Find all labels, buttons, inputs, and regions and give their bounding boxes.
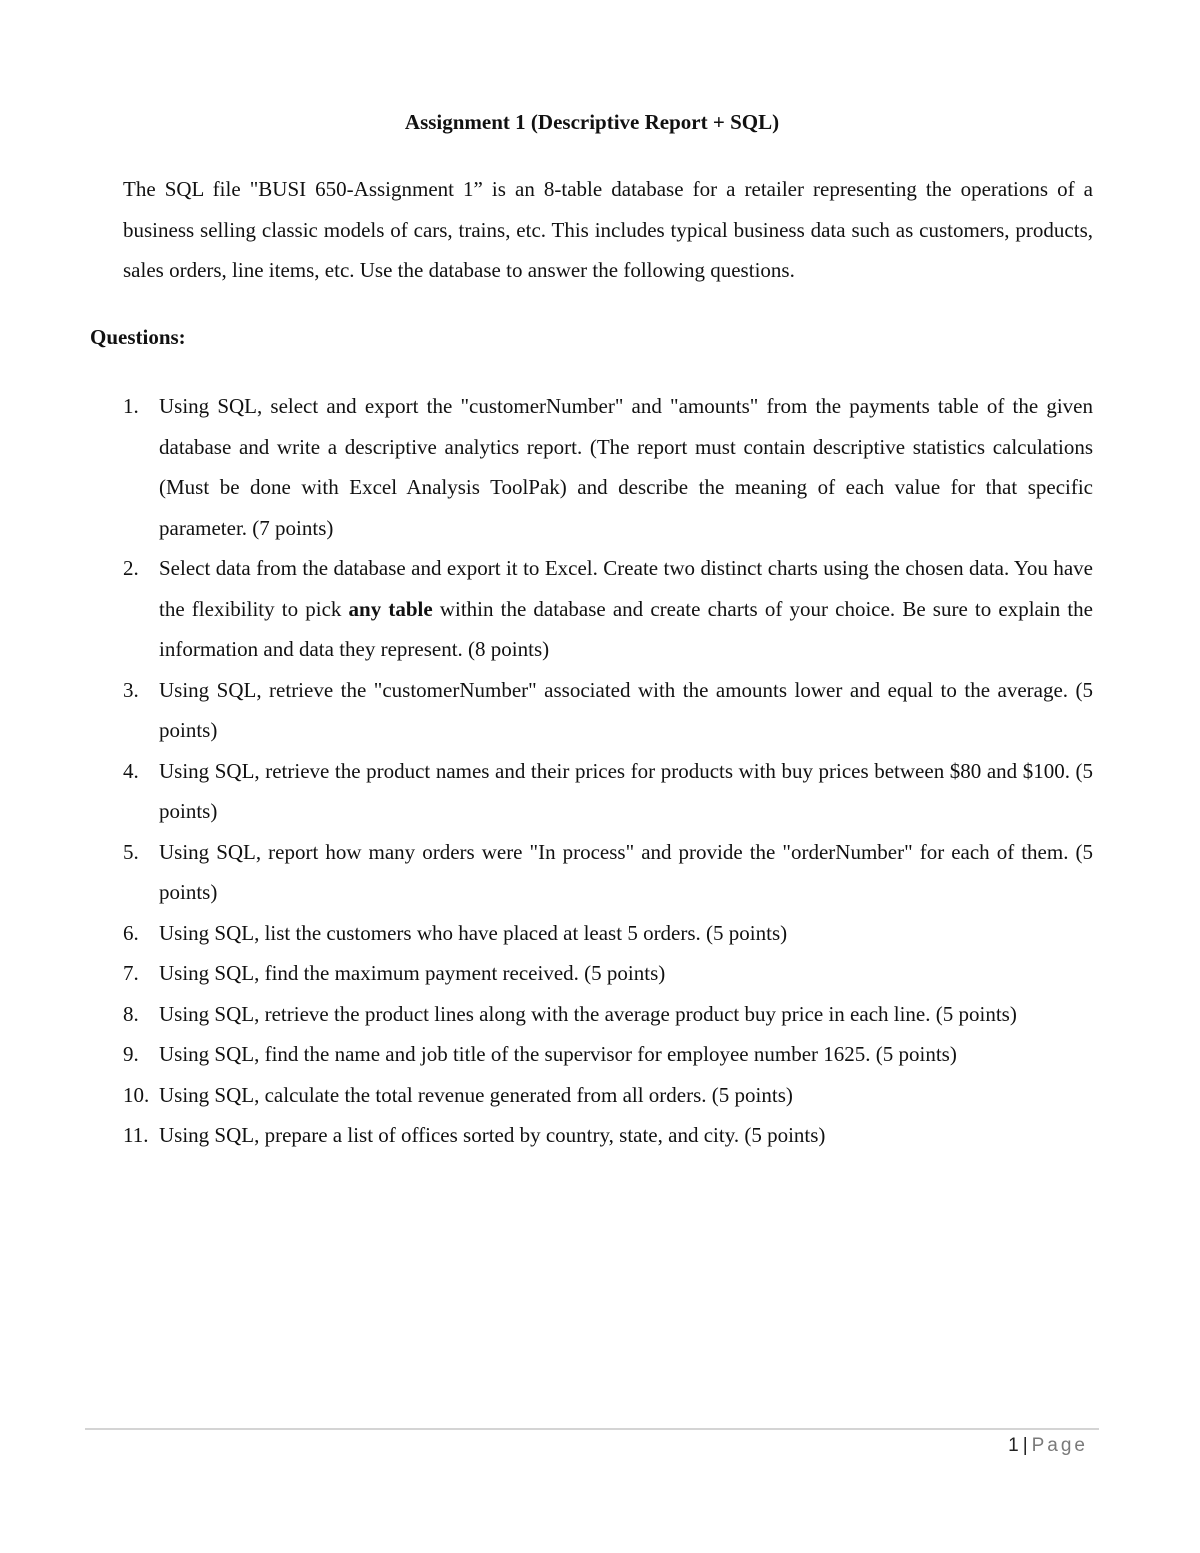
- question-text-part: Select data from the database and export it to Excel. Create two distinct charts using the chosen data. You have the flexibility to pick: [159, 556, 1093, 621]
- question-number: 9.: [123, 1042, 139, 1066]
- questions-heading: Questions:: [90, 325, 186, 349]
- page-footer: [1008, 1432, 1088, 1460]
- questions-list: [123, 386, 1093, 1156]
- question-number: 2.: [123, 556, 139, 580]
- footer-separator: |: [1022, 1435, 1028, 1456]
- question-text-bold: any table: [348, 596, 433, 621]
- question-text: Using SQL, retrieve the product names and their prices for products with buy prices between $80 and $100. (5 points): [159, 758, 1093, 823]
- intro-paragraph: The SQL file "BUSI 650-Assignment 1” is an 8-table database for a retailer representing the operations of a business selling classic models of cars, trains, etc. This includes typical business data such as customers, products, sales orders, line items, etc. Use the database to answer the following questions.: [123, 177, 1093, 282]
- question-text: Using SQL, retrieve the "customerNumber" associated with the amounts lower and equal to the average. (5 points): [159, 677, 1093, 742]
- question-text: Using SQL, select and export the "customerNumber" and "amounts" from the payments table of the given database and write a descriptive analytics report. (The report must contain descriptive statistics calculations (Must be done with Excel Analysis ToolPak) and describe the meaning of each value for that specific parameter. (7 points): [159, 394, 1093, 540]
- question-text: Using SQL, list the customers who have placed at least 5 orders. (5 points): [159, 920, 788, 945]
- question-text: Using SQL, prepare a list of offices sorted by country, state, and city. (5 points): [159, 1123, 826, 1147]
- question-number: 4.: [123, 758, 139, 783]
- question-text: Using SQL, calculate the total revenue generated from all orders. (5 points): [159, 1082, 793, 1107]
- question-item: [123, 994, 1093, 1035]
- question-text-part: within the database and create charts of your choice. Be sure to explain the information and data they represent. (8 points): [159, 596, 1093, 661]
- question-item: [123, 670, 1093, 751]
- question-number: 3.: [123, 677, 139, 702]
- question-number: 5.: [123, 839, 139, 864]
- document-title: Assignment 1 (Descriptive Report + SQL): [404, 110, 780, 134]
- page-label: Page: [1031, 1435, 1088, 1456]
- footer-divider: [85, 1428, 1099, 1430]
- question-item: [123, 953, 1093, 994]
- question-number: 7.: [123, 961, 139, 985]
- question-text: Using SQL, report how many orders were "In process" and provide the "orderNumber" for each of them. (5 points): [159, 839, 1093, 904]
- question-number: 1.: [123, 394, 139, 418]
- question-item: [123, 1034, 1093, 1075]
- page-number: 1: [1008, 1435, 1019, 1456]
- question-item: [123, 1115, 1093, 1156]
- question-text: Using SQL, retrieve the product lines along with the average product buy price in each line. (5 points): [159, 1001, 1017, 1026]
- question-item: [123, 751, 1093, 832]
- question-number: 11.: [123, 1123, 149, 1147]
- question-text: [159, 548, 1093, 670]
- question-number: 10.: [123, 1082, 150, 1107]
- question-text: Using SQL, find the name and job title of the supervisor for employee number 1625. (5 points): [159, 1042, 957, 1066]
- question-item: [123, 386, 1093, 548]
- question-number: 8.: [123, 1001, 139, 1026]
- question-item: [123, 1075, 1093, 1116]
- question-item: [123, 913, 1093, 954]
- question-text: Using SQL, find the maximum payment received. (5 points): [159, 961, 666, 985]
- question-item: [123, 832, 1093, 913]
- question-item: [123, 548, 1093, 670]
- question-number: 6.: [123, 920, 139, 945]
